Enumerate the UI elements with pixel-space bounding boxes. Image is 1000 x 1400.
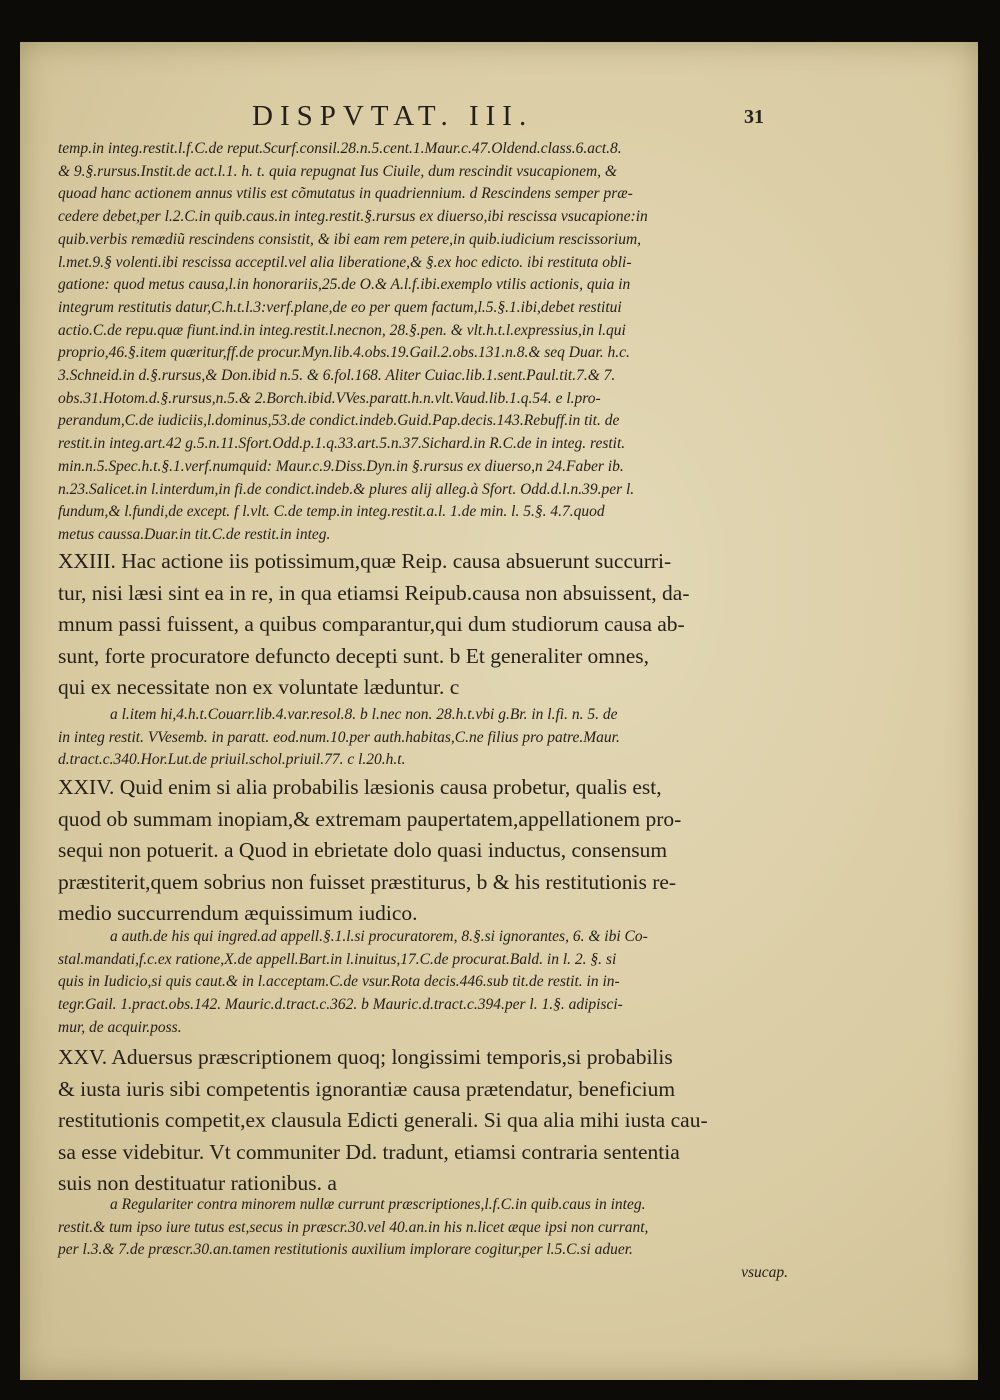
notes-xxv	[58, 1194, 788, 1285]
note-line: cedere debet,per l.2.C.in quib.caus.in integ.restit.§.rursus ex diuerso,ibi rescissa vsucapione:in	[58, 208, 648, 226]
note-line: d.tract.c.340.Hor.Lut.de priuil.schol.priuil.77. c l.20.h.t.	[58, 751, 406, 769]
note-line: a auth.de his qui ingred.ad appell.§.1.l.si procuratorem, 8.§.si ignorantes, 6. & ibi Co-	[110, 928, 648, 945]
text-line: XXIV. Quid enim si alia probabilis læsionis causa probetur, qualis est,	[58, 775, 662, 799]
notes-xxiii	[58, 704, 788, 772]
text-line: XXV. Aduersus præscriptionem quoq; longissimi temporis,si probabilis	[58, 1045, 673, 1069]
note-line: temp.in integ.restit.l.f.C.de reput.Scurf.consil.28.n.5.cent.1.Maur.c.47.Oldend.class.6.act.8.	[58, 140, 622, 157]
text-line: restitutionis competit,ex clausula Edicti generali. Si qua alia mihi iusta cau-	[58, 1108, 708, 1132]
text-line: quod ob summam inopiam,& extremam paupertatem,appellationem pro-	[58, 806, 682, 831]
text-line: qui ex necessitate non ex voluntate læduntur. c	[58, 675, 460, 699]
notes-xxiv	[58, 926, 788, 1040]
note-line: n.23.Salicet.in l.interdum,in fi.de condict.indeb.& plures alij alleg.à Sfort. Odd.d.l.n.39.per l.	[58, 480, 635, 498]
text-line: & iusta iuris sibi competentis ignorantiæ causa prætendatur, beneficium	[58, 1076, 676, 1101]
text-line: XXIII. Hac actione iis potissimum,quæ Reip. causa absuerunt succurri-	[58, 549, 672, 573]
running-title: DISPVTAT. III.	[252, 100, 534, 132]
note-line: quib.verbis remædiũ rescindens consistit, & ibi eam rem petere,in quib.iudicium rescissorium,	[58, 230, 642, 248]
note-line: perandum,C.de iudiciis,l.dominus,53.de condict.indeb.Guid.Pap.decis.143.Rebuff.in tit. de	[58, 412, 620, 430]
note-line: tegr.Gail. 1.pract.obs.142. Mauric.d.tract.c.362. b Mauric.d.tract.c.394.per l. 1.§. adipisci-	[58, 996, 623, 1014]
note-line: min.n.5.Spec.h.t.§.1.verf.numquid: Maur.c.9.Diss.Dyn.in §.rursus ex diuerso,n 24.Faber ib.	[58, 457, 624, 475]
note-line: restit.& tum ipso iure tutus est,secus in præscr.30.vel 40.an.in his n.licet æque ipsi non currant,	[58, 1218, 649, 1236]
paragraph-xxiv	[58, 772, 788, 930]
note-line: quoad hanc actionem annus vtilis est cõmutatus in quadriennium. d Rescindens semper præ-	[58, 185, 633, 203]
text-line: sequi non potuerit. a Quod in ebrietate dolo quasi inductus, consensum	[58, 838, 668, 862]
text-line: medio succurrendum æquissimum iudico.	[58, 901, 418, 925]
text-line: tur, nisi læsi sint ea in re, in qua etiamsi Reipub.causa non absuissent, da-	[58, 580, 690, 605]
page-number: 31	[744, 106, 764, 128]
note-line: restit.in integ.art.42 g.5.n.11.Sfort.Odd.p.1.q.33.art.5.n.37.Sichard.in R.C.de in integ. restit.	[58, 435, 626, 453]
note-line: fundum,& l.fundi,de except. f l.vlt. C.de temp.in integ.restit.a.l. 1.de min. l. 5.§. 4.7.quod	[58, 503, 605, 521]
note-line: & 9.§.rursus.Instit.de act.l.1. h. t. quia repugnat Ius Ciuile, dum rescindit vsucapionem, &	[58, 162, 617, 180]
note-line: a l.item hi,4.h.t.Couarr.lib.4.var.resol.8. b l.nec non. 28.h.t.vbi g.Br. in l.fi. n. 5. de	[110, 706, 618, 723]
note-line: proprio,46.§.item quæritur,ff.de procur.Myn.lib.4.obs.19.Gail.2.obs.131.n.8.& seq Duar. h.c.	[58, 344, 630, 362]
note-line: in integ restit. VVesemb. in paratt. eod.num.10.per auth.habitas,C.ne filius pro patre.Maur.	[58, 728, 620, 746]
book-page	[20, 42, 978, 1380]
paragraph-xxv	[58, 1042, 788, 1200]
note-line: metus caussa.Duar.in tit.C.de restit.in integ.	[58, 525, 331, 543]
note-line: l.met.9.§ volenti.ibi rescissa acceptil.vel alia liberatione,& §.ex hoc edicto. ibi restituta obli-	[58, 253, 632, 271]
note-line: actio.C.de repu.quæ fiunt.ind.in integ.restit.l.necnon, 28.§.pen. & vlt.h.t.l.expressius,in l.qui	[58, 321, 626, 339]
text-line: sunt, forte procuratore defuncto decepti sunt. b Et generaliter omnes,	[58, 643, 650, 668]
note-line: mur, de acquir.poss.	[58, 1018, 182, 1036]
note-line: quis in Iudicio,si quis caut.& in l.acceptam.C.de vsur.Rota decis.446.sub tit.de restit. in in-	[58, 973, 620, 991]
note-line: stal.mandati,f.c.ex ratione,X.de appell.Bart.in l.inuitus,17.C.de procurat.Bald. in l. 2. §. si	[58, 950, 617, 968]
note-line: gatione: quod metus causa,l.in honorariis,25.de O.& A.l.f.ibi.exemplo vtilis actionis, quia in	[58, 276, 631, 294]
page-header	[20, 100, 978, 140]
note-line: obs.31.Hotom.d.§.rursus,n.5.& 2.Borch.ibid.VVes.paratt.h.n.vlt.Vaud.lib.1.q.54. e l.pro-	[58, 389, 601, 407]
note-line: a Regulariter contra minorem nullæ currunt præscriptiones,l.f.C.in quib.caus in integ.	[110, 1196, 646, 1213]
footnotes-top	[58, 138, 788, 547]
note-line: integrum restitutis datur,C.h.t.l.3:verf.plane,de eo per quem factum,l.5.§.1.ibi,debet restitui	[58, 298, 622, 316]
text-line: præstiterit,quem sobrius non fuisset præstiturus, b & his restitutionis re-	[58, 869, 677, 894]
note-line: per l.3.& 7.de præscr.30.an.tamen restitutionis auxilium implorare cogitur,per l.5.C.si aduer.	[58, 1241, 633, 1259]
text-line: mnum passi fuissent, a quibus comparantur,qui dum studiorum causa ab-	[58, 612, 685, 636]
note-line: 3.Schneid.in d.§.rursus,& Don.ibid n.5. & 6.fol.168. Aliter Cuiac.lib.1.sent.Paul.tit.7.& 7.	[58, 367, 616, 385]
text-line: suis non destituatur rationibus. a	[58, 1171, 337, 1195]
text-line: sa esse videbitur. Vt communiter Dd. tradunt, etiamsi contraria sententia	[58, 1139, 680, 1164]
catchword: vsucap.	[741, 1264, 788, 1282]
paragraph-xxiii	[58, 546, 788, 704]
